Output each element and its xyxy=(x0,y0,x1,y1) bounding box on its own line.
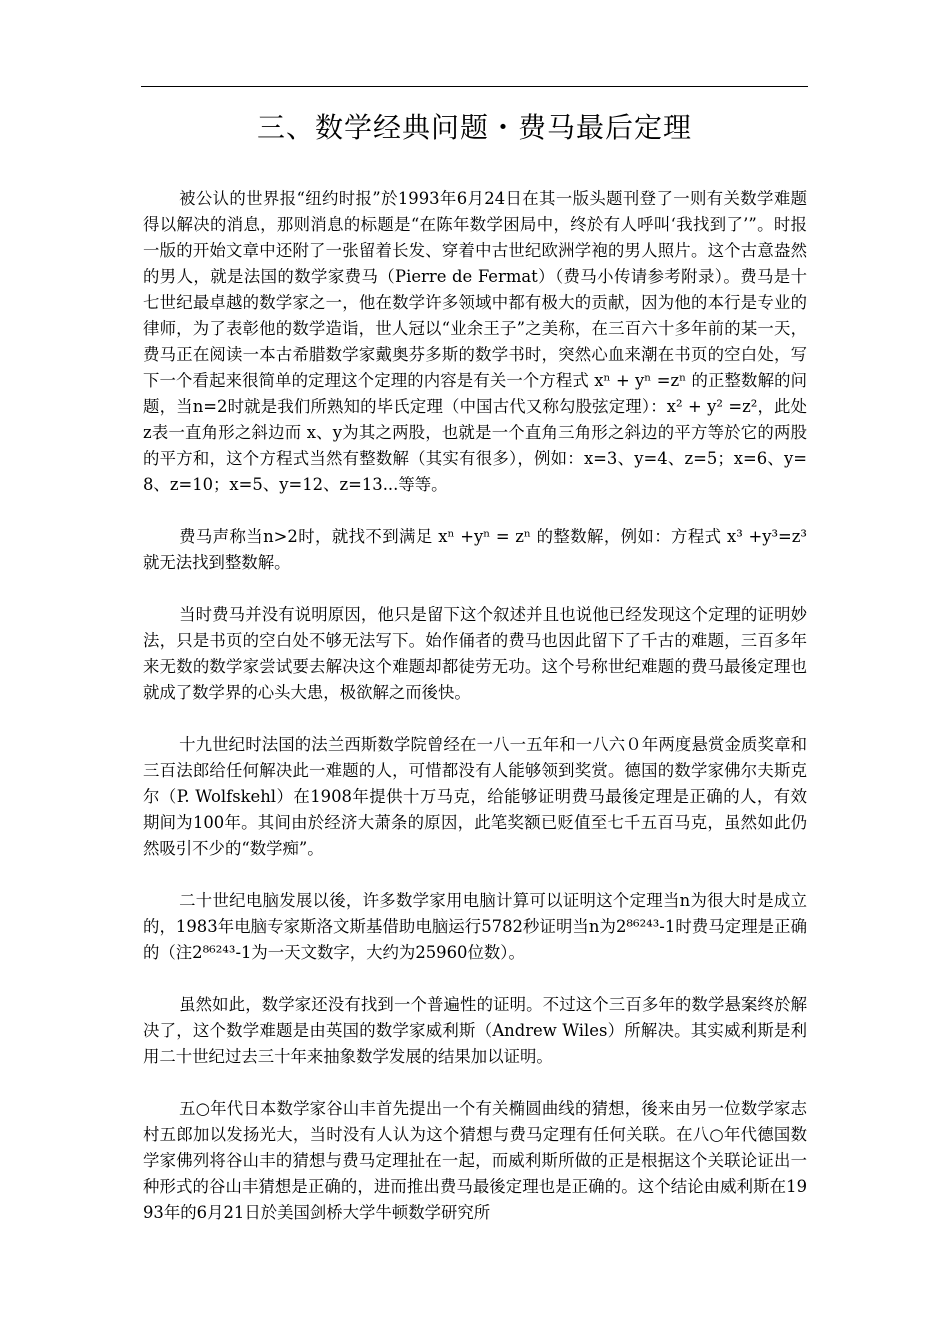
paragraph-2: 费马声称当n>2时，就找不到满足 xⁿ +yⁿ = zⁿ 的整数解，例如：方程式 x³ +y³=z³ 就无法找到整数解。 xyxy=(143,527,807,572)
page-title: 三、数学经典问题・费马最后定理 xyxy=(256,111,692,144)
paragraph-5: 二十世纪电脑发展以後，许多数学家用电脑计算可以证明这个定理当n为很大时是成立的，1983年电脑专家斯洛文斯基借助电脑运行5782秒证明当n为2⁸⁶²⁴³-1时费马定理是正确的（注2⁸⁶²⁴³-1为一天文数字，大约为25960位数）。 xyxy=(143,891,807,962)
paragraph-7: 五○年代日本数学家谷山丰首先提出一个有关椭圆曲线的猜想，後来由另一位数学家志村五郎加以发扬光大，当时没有人认为这个猜想与费马定理有任何关联。在八○年代德国数学家佛列将谷山丰的猜想与费马定理扯在一起，而威利斯所做的正是根据这个关联论证出一种形式的谷山丰猜想是正确的，进而推出费马最後定理也是正确的。这个结论由威利斯在1993年的6月21日於美国剑桥大学牛顿数学研究所 xyxy=(143,1099,807,1222)
paragraph-6: 虽然如此，数学家还没有找到一个普遍性的证明。不过这个三百多年的数学悬案终於解决了，这个数学难题是由英国的数学家威利斯（Andrew Wiles）所解决。其实威利斯是利用二十世纪过去三十年来抽象数学发展的结果加以证明。 xyxy=(143,995,807,1066)
header-rule xyxy=(141,86,808,87)
paragraph-1: 被公认的世界报“纽约时报”於1993年6月24日在其一版头题刊登了一则有关数学难题得以解决的消息，那则消息的标题是“在陈年数学困局中，终於有人呼叫‘我找到了’”。时报一版的开始文章中还附了一张留着长发、穿着中古世纪欧洲学袍的男人照片。这个古意盎然的男人，就是法国的数学家费马（Pierre de Fermat）（费马小传请参考附录）。费马是十七世纪最卓越的数学家之一，他在数学许多领域中都有极大的贡献，因为他的本行是专业的律师，为了表彰他的数学造诣，世人冠以“业余王子”之美称，在三百六十多年前的某一天，费马正在阅读一本古希腊数学家戴奥芬多斯的数学书时，突然心血来潮在书页的空白处，写下一个看起来很简单的定理这个定理的内容是有关一个方程式 xⁿ + yⁿ =zⁿ 的正整数解的问题，当n=2时就是我们所熟知的毕氏定理（中国古代又称勾股弦定理）：x² + y² =z²，此处z表一直角形之斜边而 x、y为其之两股，也就是一个直角三角形之斜边的平方等於它的两股的平方和，这个方程式当然有整数解（其实有很多），例如：x=3、y=4、z=5；x=6、y=8、z=10；x=5、y=12、z=13...等等。 xyxy=(143,189,807,494)
document-body xyxy=(143,186,807,1226)
paragraph-3: 当时费马并没有说明原因，他只是留下这个叙述并且也说他已经发现这个定理的证明妙法，只是书页的空白处不够无法写下。始作俑者的费马也因此留下了千古的难题，三百多年来无数的数学家尝试要去解决这个难题却都徒劳无功。这个号称世纪难题的费马最後定理也就成了数学界的心头大患，极欲解之而後快。 xyxy=(143,605,807,702)
paragraph-4: 十九世纪时法国的法兰西斯数学院曾经在一八一五年和一八六０年两度悬赏金质奖章和三百法郎给任何解决此一难题的人，可惜都没有人能够领到奖赏。德国的数学家佛尔夫斯克尔（P. Wolfskehl）在1908年提供十万马克，给能够证明费马最後定理是正确的人，有效期间为100年。其间由於经济大萧条的原因，此笔奖额已贬值至七千五百马克，虽然如此仍然吸引不少的“数学痴”。 xyxy=(143,735,807,858)
